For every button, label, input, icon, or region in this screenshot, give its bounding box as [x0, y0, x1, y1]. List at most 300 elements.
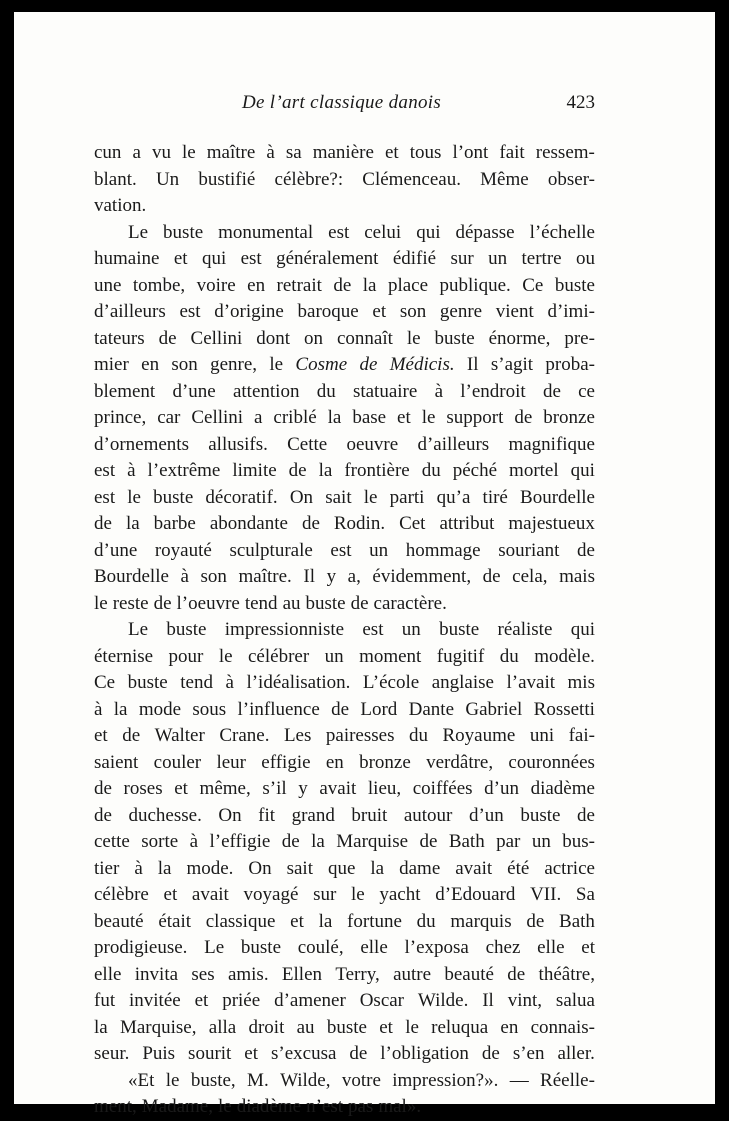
word: invitée — [129, 990, 181, 1011]
word: fai- — [568, 725, 595, 746]
word: réaliste — [497, 619, 553, 640]
word: tateurs — [94, 327, 145, 349]
word: de — [482, 566, 501, 587]
text-line — [94, 856, 595, 883]
word: le — [405, 1016, 419, 1038]
word: de — [350, 592, 369, 614]
text-line — [94, 564, 595, 591]
word: l’oeuvre — [176, 592, 240, 614]
word: éternise — [94, 645, 154, 667]
word: est — [179, 301, 201, 322]
word: l’influence — [237, 698, 320, 720]
word: voire — [196, 274, 236, 296]
text-line — [94, 803, 595, 830]
word: sait — [325, 486, 352, 508]
word: célébrer — [247, 645, 310, 667]
word: voyagé — [243, 884, 299, 905]
word: buste — [326, 1016, 367, 1038]
word: Royaume — [442, 725, 516, 746]
word: sous — [192, 698, 227, 720]
word: On — [218, 804, 242, 826]
word: amis. — [227, 963, 269, 985]
word: de — [349, 1043, 368, 1064]
word: de — [94, 804, 112, 826]
word: fut — [94, 990, 116, 1011]
word: attribut — [439, 513, 495, 534]
word: mais — [559, 566, 595, 587]
word: impression?». — [392, 1069, 499, 1091]
word: et — [174, 778, 188, 799]
word: s’agit — [490, 354, 534, 375]
word: prodigieuse. — [94, 937, 188, 958]
word: Rodin. — [333, 513, 386, 534]
word: a — [132, 142, 141, 163]
text-line — [94, 538, 595, 565]
text-line — [94, 909, 595, 936]
word: ou — [575, 248, 595, 269]
word: la — [370, 857, 385, 879]
word: à — [434, 380, 443, 402]
word: dépasse — [455, 221, 515, 243]
word: baroque — [297, 301, 359, 322]
word: Il — [482, 990, 494, 1011]
word: de — [94, 513, 112, 534]
word: cela, — [512, 566, 548, 587]
word: théâtre, — [538, 963, 595, 985]
word: pairesses — [325, 725, 395, 746]
word: de — [331, 698, 350, 720]
word: bronze — [543, 407, 595, 428]
word: à — [134, 857, 143, 879]
word: leur — [216, 751, 246, 773]
word: oeuvre — [346, 433, 399, 455]
word: qui — [416, 221, 441, 243]
word: l’endroit — [460, 380, 526, 402]
word: Il — [303, 566, 315, 587]
word: aller. — [557, 1043, 595, 1064]
word: de — [359, 354, 378, 375]
word: modèle. — [534, 645, 595, 667]
word: invita — [134, 963, 179, 985]
word: d’ornements — [94, 433, 189, 455]
word: que — [327, 857, 356, 879]
word: autre — [393, 963, 432, 985]
word: vation. — [94, 195, 147, 216]
word: y — [298, 778, 308, 799]
word: et — [379, 1016, 393, 1038]
word: majestueux — [508, 513, 595, 534]
text-line — [94, 299, 595, 326]
word: couler — [153, 751, 202, 773]
word: Cette — [287, 433, 328, 455]
word: de — [507, 963, 526, 985]
word: est — [94, 486, 116, 508]
word: droit — [248, 1016, 285, 1038]
word: le — [269, 354, 284, 375]
word: Ce — [522, 274, 544, 296]
word: Le — [204, 937, 225, 958]
word: s’excusa — [270, 1043, 337, 1064]
word: On — [289, 486, 314, 508]
word: Oscar — [359, 990, 405, 1011]
word: de — [481, 1043, 500, 1064]
word: L’école — [362, 672, 420, 693]
word: Madame, — [141, 1096, 213, 1117]
word: blement — [94, 380, 156, 402]
word: tertre — [521, 248, 562, 269]
word: Le — [128, 221, 149, 243]
word: ment, — [94, 1096, 137, 1117]
word: attention — [232, 380, 300, 402]
word: le — [421, 407, 436, 428]
text-line — [94, 273, 595, 300]
word: de — [419, 831, 438, 852]
word: moment — [359, 645, 422, 667]
word: mode — [138, 698, 182, 720]
word: au — [282, 592, 301, 614]
word: Cosme — [295, 354, 348, 375]
text-line — [94, 935, 595, 962]
text-line — [94, 988, 595, 1015]
word: buste — [127, 672, 168, 693]
word: l’effigie — [209, 831, 271, 852]
word: de — [301, 513, 320, 534]
word: l’obligation — [380, 1043, 469, 1064]
word: genre, — [210, 354, 258, 375]
word: d’une — [172, 380, 216, 402]
word: buste — [163, 221, 204, 243]
word: Cellini — [190, 327, 243, 349]
word: tombe, — [132, 274, 186, 296]
text-line — [94, 750, 595, 777]
word: royauté — [154, 539, 212, 561]
text-line — [94, 962, 595, 989]
word: de — [122, 725, 141, 746]
word: n’est — [306, 1096, 343, 1117]
word: en — [247, 274, 266, 296]
word: tend — [244, 592, 278, 614]
word: alla — [208, 1016, 237, 1038]
word: monumental — [218, 221, 314, 243]
word: maître. — [238, 566, 292, 587]
text-line — [94, 617, 595, 644]
running-head — [94, 92, 595, 118]
word: place — [387, 274, 429, 296]
text-line — [94, 776, 595, 803]
text-line — [94, 458, 595, 485]
word: bronze — [359, 751, 411, 773]
word: reste — [112, 592, 149, 614]
word: qu’a — [436, 486, 471, 508]
word: mier — [94, 354, 129, 375]
word: et — [384, 142, 399, 163]
word: fugitif — [436, 645, 485, 667]
word: seur. — [94, 1043, 130, 1064]
word: de — [333, 274, 352, 296]
word: du — [499, 645, 519, 667]
word: généralement — [276, 248, 379, 269]
word: s’il — [262, 778, 287, 799]
word: bustifié — [198, 168, 256, 190]
word: barbe — [153, 513, 196, 534]
page-number: 423 — [566, 92, 595, 113]
word: d’Edouard — [435, 884, 516, 905]
word: évidemment, — [372, 566, 472, 587]
word: est — [94, 460, 116, 481]
word: grand — [291, 804, 335, 826]
word: et — [163, 884, 178, 905]
word: la — [318, 460, 333, 481]
word: de — [158, 327, 177, 349]
word: célèbre — [94, 884, 149, 905]
word: chez — [485, 937, 521, 958]
word: la — [318, 910, 333, 932]
word: On — [248, 857, 272, 879]
word: Crane. — [219, 725, 270, 746]
word: l’avait — [506, 672, 556, 693]
word: priée — [222, 990, 261, 1011]
text-line — [94, 1041, 595, 1068]
word: buste — [153, 486, 194, 508]
text-line — [94, 723, 595, 750]
word: s’en — [512, 1043, 545, 1064]
word: ses — [191, 963, 215, 985]
word: sculpturale — [229, 539, 313, 561]
word: de — [281, 831, 300, 852]
word: VII. — [530, 884, 562, 905]
word: Les — [283, 725, 312, 746]
word: celui — [364, 221, 402, 243]
word: elle — [94, 963, 122, 985]
word: le — [363, 486, 378, 508]
word: l’ont — [452, 142, 489, 163]
word: la — [113, 698, 128, 720]
word: diadème — [236, 1096, 302, 1117]
word: effigie — [261, 751, 311, 773]
word: à — [266, 142, 275, 163]
word: son — [171, 354, 198, 375]
word: bus- — [562, 831, 595, 852]
word: qui — [570, 619, 595, 640]
word: à — [225, 672, 234, 693]
word: de — [288, 460, 307, 481]
word: un — [324, 645, 344, 667]
word: elle — [360, 937, 388, 958]
word: abondante — [209, 513, 288, 534]
text-line — [94, 220, 595, 247]
word: Sa — [575, 884, 595, 905]
text-line — [94, 246, 595, 273]
word: de — [542, 380, 561, 402]
word: parti — [389, 486, 425, 508]
word: «Et — [128, 1069, 155, 1091]
word: Ce — [94, 672, 116, 693]
word: souriant — [498, 539, 560, 561]
word: vient — [495, 301, 534, 322]
word: de — [94, 778, 112, 799]
word: et — [244, 1043, 259, 1064]
word: mode. — [186, 857, 234, 879]
word: d’ailleurs — [417, 433, 490, 455]
text-line — [94, 1015, 595, 1042]
body-text — [94, 140, 595, 1121]
word: le — [218, 645, 233, 667]
text-line — [94, 591, 595, 618]
word: avait — [319, 778, 357, 799]
word: buste — [305, 592, 346, 614]
word: actrice — [544, 857, 595, 879]
word: elle — [537, 937, 565, 958]
word: l’idéalisation. — [246, 672, 351, 693]
word: blant. — [94, 168, 137, 190]
word: mortel — [509, 460, 559, 481]
word: Médicis. — [389, 354, 455, 375]
word: connaît — [336, 327, 393, 349]
word: cun — [94, 142, 122, 163]
text-line — [94, 697, 595, 724]
word: criblé — [273, 407, 317, 428]
word: buste — [240, 937, 281, 958]
word: beauté — [444, 963, 494, 985]
word: péché — [452, 460, 498, 481]
word: base — [352, 407, 387, 428]
text-line — [94, 511, 595, 538]
word: Wilde, — [280, 1069, 331, 1091]
text-line — [94, 1068, 595, 1095]
word: anglaise — [431, 672, 494, 693]
word: reluqua — [431, 1016, 489, 1038]
word: a, — [347, 566, 361, 587]
word: son — [200, 566, 227, 587]
word: et — [397, 407, 411, 428]
word: célèbre?: — [274, 168, 344, 190]
text-line — [94, 670, 595, 697]
word: support — [446, 407, 504, 428]
word: beauté — [94, 910, 144, 932]
word: saient — [94, 751, 139, 773]
word: obser- — [547, 168, 595, 190]
word: le — [406, 327, 421, 349]
word: par — [496, 831, 521, 852]
word: l’exposa — [404, 937, 469, 958]
word: est — [328, 221, 350, 243]
word: buste — [554, 274, 595, 296]
word: M. — [247, 1069, 269, 1091]
word: impressionniste — [224, 619, 345, 640]
word: du — [416, 910, 436, 932]
word: caractère. — [373, 592, 447, 614]
word: car — [157, 407, 181, 428]
word: la — [94, 1016, 108, 1038]
text-line — [94, 140, 595, 167]
word: Bourdelle — [94, 566, 169, 587]
word: et — [290, 910, 304, 932]
text-line — [94, 193, 595, 220]
word: Cet — [399, 513, 426, 534]
word: en — [500, 1016, 519, 1038]
word: de — [576, 804, 595, 826]
word: prince, — [94, 407, 147, 428]
word: on — [303, 327, 323, 349]
word: pas — [348, 1096, 374, 1117]
word: sur — [313, 884, 337, 905]
word: en — [325, 751, 344, 773]
word: une — [94, 274, 122, 296]
word: énorme, — [488, 327, 551, 349]
word: hommage — [405, 539, 481, 561]
word: Bourdelle — [520, 486, 595, 508]
word: le — [94, 592, 108, 614]
word: yacht — [379, 884, 421, 905]
word: avait — [191, 884, 229, 905]
word: est — [330, 539, 352, 561]
word: Clémenceau. — [362, 168, 461, 190]
word: duchesse. — [128, 804, 202, 826]
text-line — [94, 379, 595, 406]
word: à — [180, 566, 189, 587]
word: a — [254, 407, 263, 428]
word: et — [173, 248, 188, 269]
word: avait — [455, 857, 493, 879]
word: sorte — [141, 831, 179, 852]
word: fortune — [347, 910, 402, 932]
word: qui — [201, 248, 227, 269]
word: Wilde. — [417, 990, 469, 1011]
word: est — [240, 248, 262, 269]
word: coiffées — [412, 778, 473, 799]
word: de — [526, 910, 545, 932]
word: buste, — [190, 1069, 236, 1091]
word: sourit — [188, 1043, 232, 1064]
text-line — [94, 432, 595, 459]
word: y — [326, 566, 337, 587]
word: verdâtre, — [426, 751, 494, 773]
word: l’échelle — [529, 221, 595, 243]
word: ressem- — [535, 142, 595, 163]
word: au — [296, 1016, 315, 1038]
word: d’ailleurs — [94, 301, 166, 322]
word: classique — [205, 910, 276, 932]
word: manière — [312, 142, 374, 163]
word: marquis — [450, 910, 512, 932]
word: magnifique — [508, 433, 595, 455]
word: proba- — [545, 354, 595, 375]
word: de — [577, 539, 595, 561]
word: Puis — [142, 1043, 176, 1064]
word: le — [165, 1069, 180, 1091]
text-line — [94, 326, 595, 353]
word: Le — [128, 619, 149, 640]
word: Lord — [360, 698, 398, 720]
word: un — [401, 619, 421, 640]
word: diadème — [530, 778, 595, 799]
word: le — [217, 1096, 232, 1117]
word: est — [362, 619, 384, 640]
word: le — [182, 142, 196, 163]
word: d’un — [468, 804, 504, 826]
word: pour — [168, 645, 204, 667]
word: Bath — [559, 910, 595, 932]
word: même, — [199, 778, 251, 799]
word: la — [311, 831, 325, 852]
word: statuaire — [352, 380, 418, 402]
word: du — [408, 725, 428, 746]
word: roses — [123, 778, 163, 799]
word: Rossetti — [533, 698, 595, 720]
word: un — [488, 248, 508, 269]
word: Marquise — [336, 831, 409, 852]
word: uni — [529, 725, 555, 746]
